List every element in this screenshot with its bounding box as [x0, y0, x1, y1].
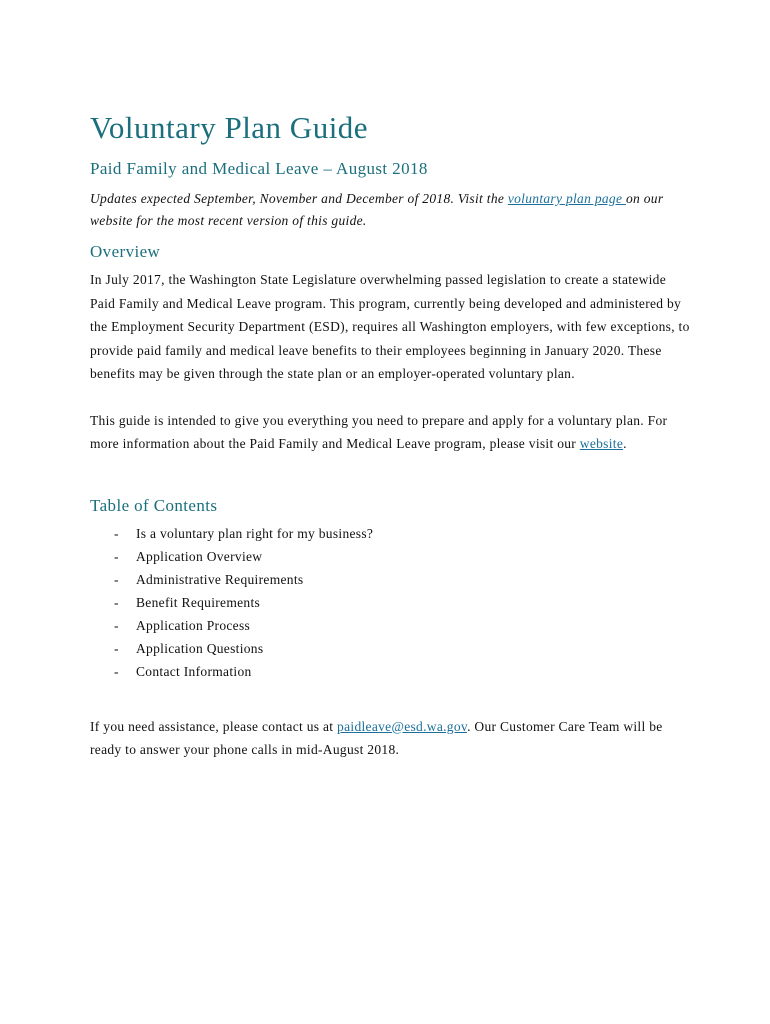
toc-item: [114, 568, 690, 591]
toc-item: [114, 637, 690, 660]
toc-dash: -: [114, 525, 119, 541]
page-title: Voluntary Plan Guide: [90, 110, 369, 145]
email-link[interactable]: paidleave@esd.wa.gov: [337, 718, 468, 734]
overview-paragraph-2: [90, 409, 690, 456]
toc-item-label: Is a voluntary plan right for my business?: [136, 525, 374, 541]
toc-item: [114, 660, 690, 683]
table-of-contents: [90, 522, 690, 683]
document-page: [90, 108, 690, 762]
overview-paragraph-2-end: .: [623, 436, 627, 451]
overview-heading: Overview: [90, 242, 161, 261]
toc-item-label: Benefit Requirements: [136, 594, 261, 610]
toc-dash: -: [114, 548, 119, 564]
toc-item-label: Contact Information: [136, 663, 252, 679]
toc-dash: -: [114, 571, 119, 587]
toc-heading: Table of Contents: [90, 495, 218, 515]
assistance-paragraph: [90, 715, 690, 762]
toc-item: [114, 591, 690, 614]
updates-text-before: Updates expected September, November and December of 2018. Visit the: [90, 191, 508, 206]
toc-dash: -: [114, 617, 119, 633]
toc-dash: -: [114, 640, 119, 656]
toc-item-label: Application Process: [136, 617, 251, 633]
voluntary-plan-page-link[interactable]: voluntary plan page: [507, 191, 626, 206]
toc-item-label: Application Questions: [136, 640, 264, 656]
toc-item-label: Application Overview: [136, 548, 263, 564]
paragraph-spacer: [90, 386, 690, 409]
assistance-text: If you need assistance, please contact us at: [90, 718, 338, 734]
updates-notice: [90, 188, 690, 232]
website-link[interactable]: website: [579, 436, 624, 451]
overview-paragraph-2-text: This guide is intended to give you everything you need to prepare and apply for a voluntary plan. For more information about the Paid Family and Medical Leave program, please visit our: [90, 412, 668, 451]
overview-paragraph-1: In July 2017, the Washington State Legislature overwhelming passed legislation to create a statewide Paid Family and Medical Leave program. This program, currently being developed and administered by the Employment Security Department (ESD), requires all Washington employers, with few exceptions, to provide paid family and medical leave benefits to their employees beginning in January 2020. These benefits may be given through the state plan or an employer-operated voluntary plan.: [90, 272, 690, 381]
assistance-text-end: . Our Customer Care Team will be ready to answer your phone calls in mid-August 2018.: [90, 718, 663, 757]
updates-text-after: on our website for the most recent version of this guide.: [90, 191, 664, 228]
toc-item-label: Administrative Requirements: [136, 571, 304, 587]
toc-item: [114, 614, 690, 637]
toc-dash: -: [114, 663, 119, 679]
toc-item: [114, 545, 690, 568]
toc-item: [114, 522, 690, 545]
toc-dash: -: [114, 594, 119, 610]
page-subtitle: Paid Family and Medical Leave – August 2018: [90, 159, 428, 178]
